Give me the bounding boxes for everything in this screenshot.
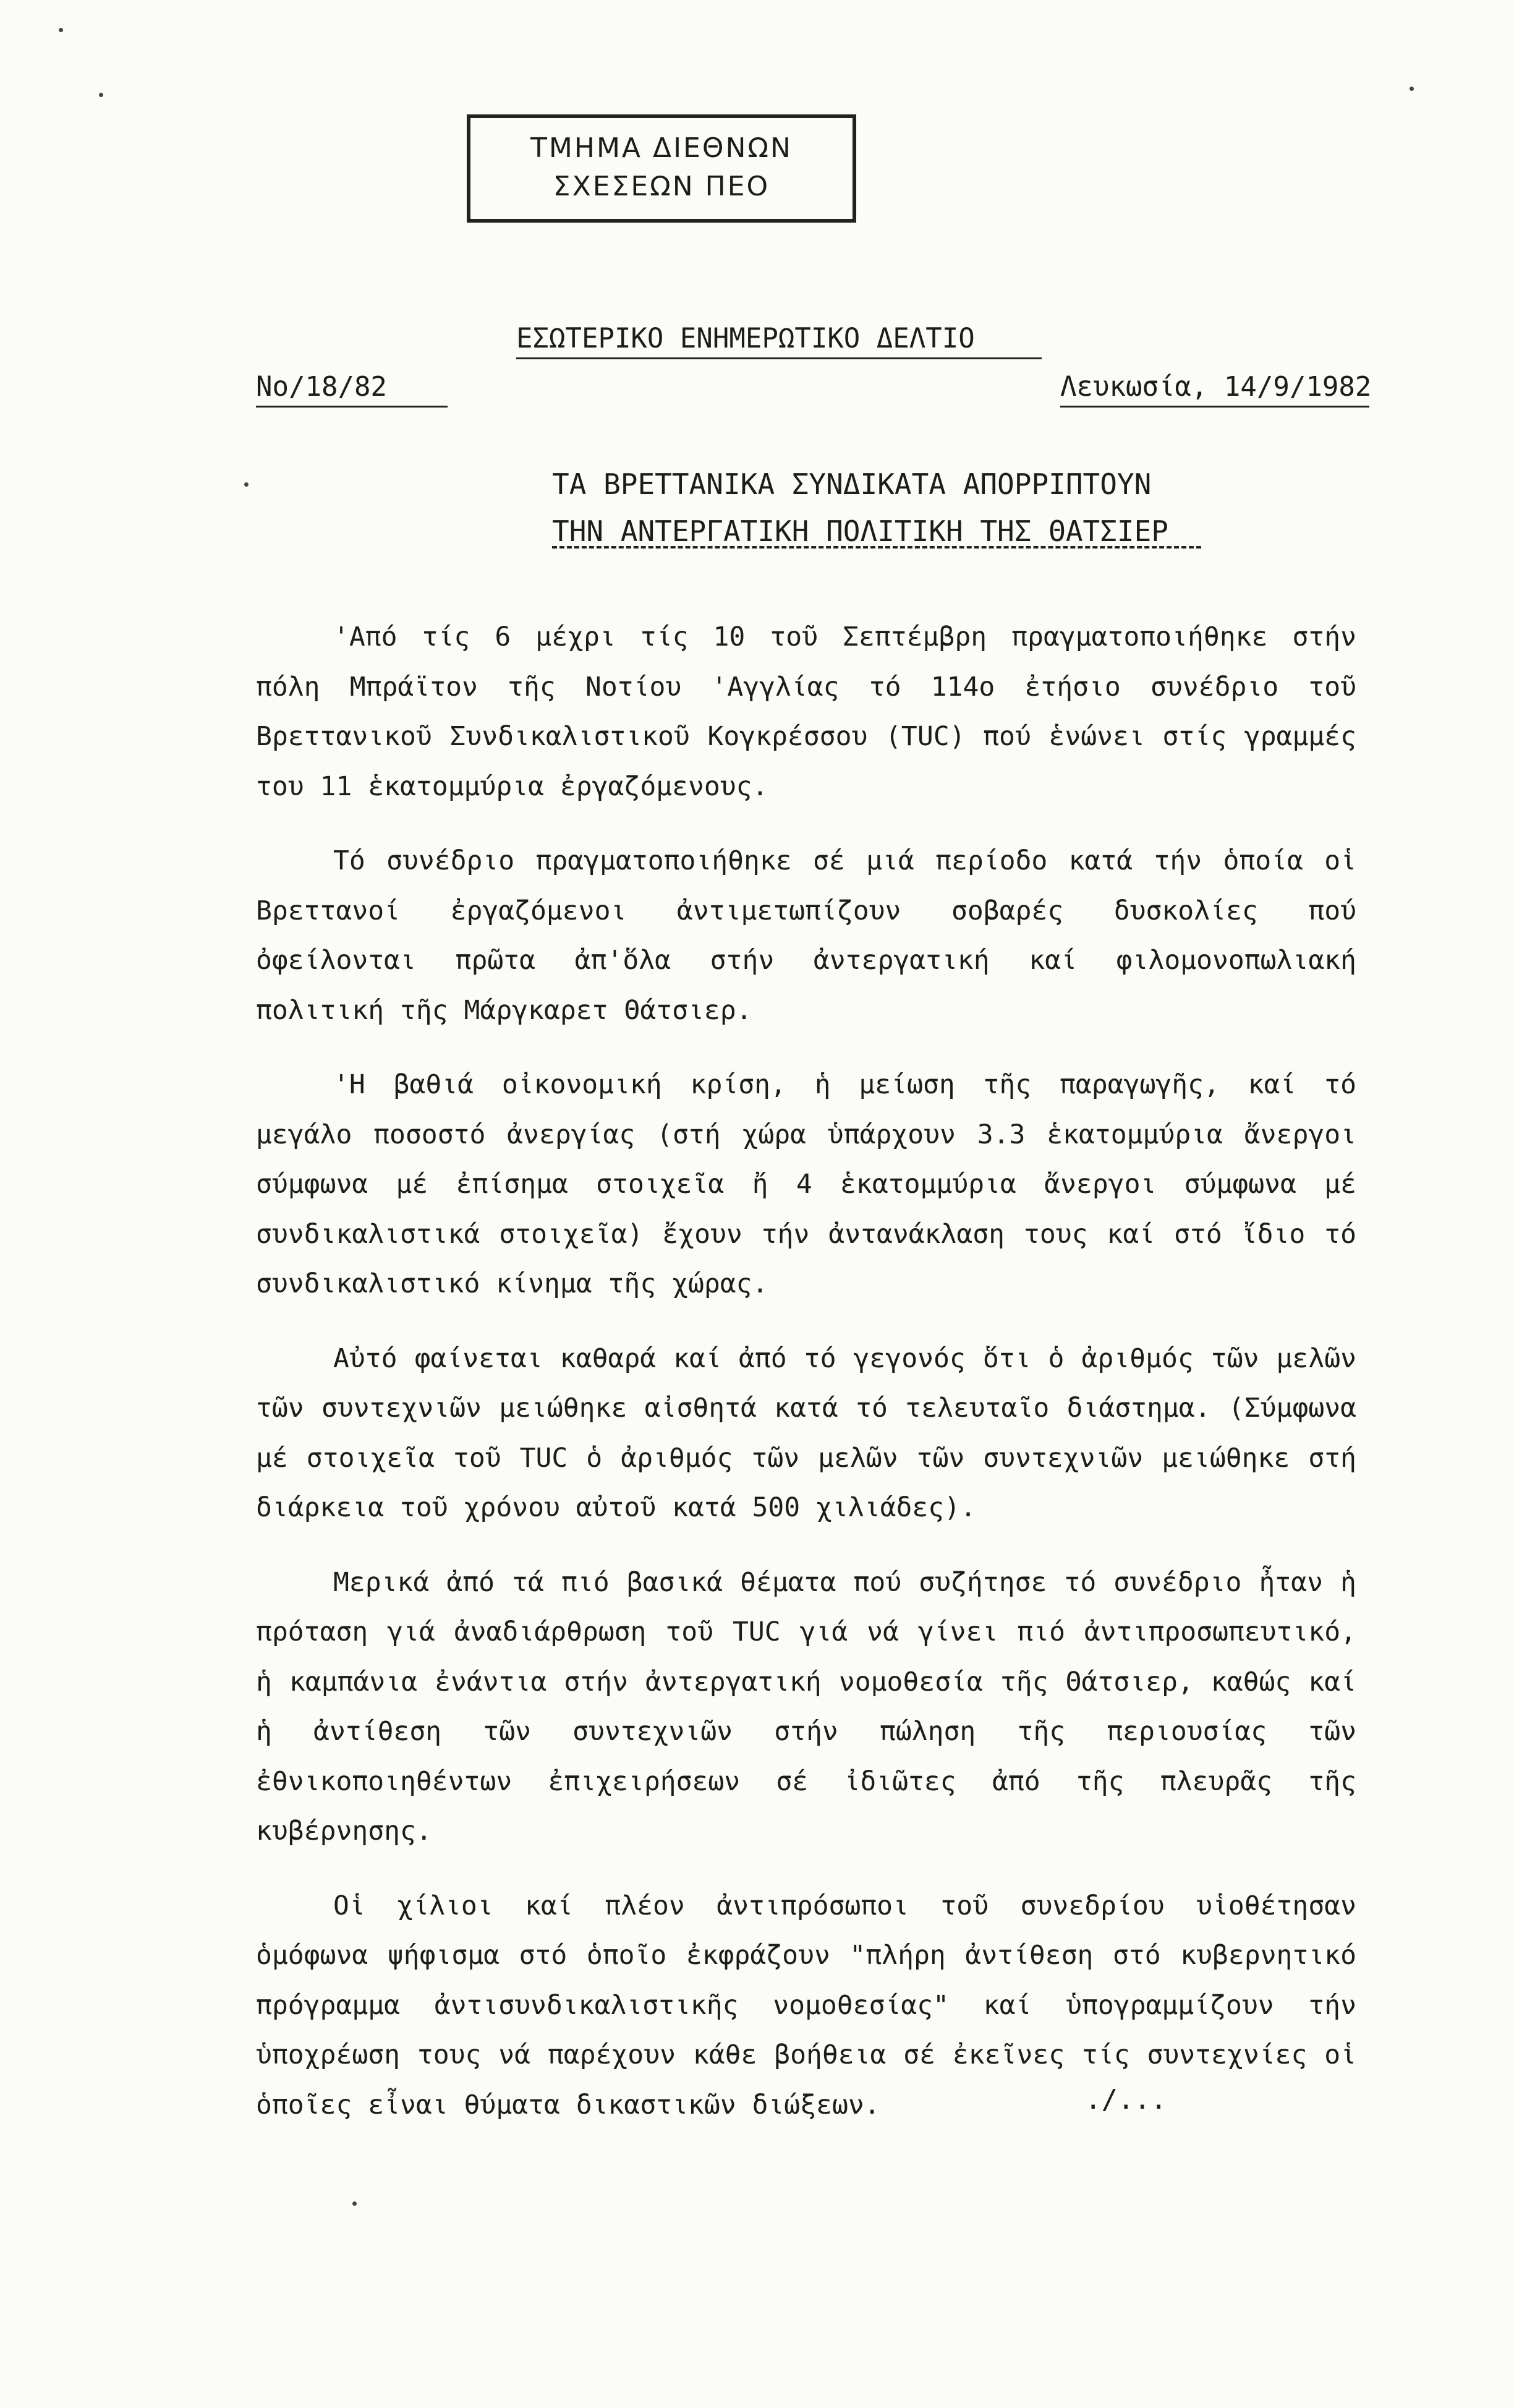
headline-line-1: ΤΑ ΒΡΕΤΤΑΝΙΚΑ ΣΥΝΔΙΚΑΤΑ ΑΠΟΡΡΙΠΤΟΥΝ (552, 468, 1152, 501)
scan-speck (352, 2201, 357, 2206)
headline-line-2: ΤΗΝ ΑΝΤΕΡΓΑΤΙΚΗ ΠΟΛΙΤΙΚΗ ΤΗΣ ΘΑΤΣΙΕΡ (552, 514, 1168, 548)
paragraph: Τό συνέδριο πραγματοποιήθηκε σέ μιά περίοδο κατά τήν ὁποία οἱ Βρεττανοί ἐργαζόμενοι ἀντιμετωπίζουν σοβαρές δυσκολίες πού ὀφείλονται πρῶτα ἀπ'ὅλα στήν ἀντεργατική καί φιλομονοπωλιακή πολιτική τῆς Μάργκαρετ Θάτσιερ. (256, 845, 1356, 1026)
stamp-line-2: ΣΧΕΣΕΩΝ ΠΕΟ (553, 171, 770, 202)
bulletin-number: Νο/18/82 (256, 371, 387, 403)
department-stamp (467, 114, 856, 223)
continuation-mark: ./... (1085, 2084, 1167, 2116)
stamp-line-1: ΤΜΗΜΑ ΔΙΕΘΝΩΝ (530, 132, 793, 164)
number-underline (256, 406, 448, 408)
bulletin-body (256, 612, 1356, 2154)
headline-underline (552, 546, 1201, 549)
scan-speck (59, 28, 63, 32)
paragraph: 'Από τίς 6 μέχρι τίς 10 τοῦ Σεπτέμβρη πραγματοποιήθηκε στήν πόλη Μπράϊτον τῆς Νοτίου 'Αγγλίας τό 114ο ἐτήσιο συνέδριο τοῦ Βρεττανικοῦ Συνδικαλιστικοῦ Κογκρέσσου (TUC) πού ἑνώνει στίς γραμμές του 11 ἑκατομμύρια ἐργαζόμενους. (256, 621, 1356, 802)
title-underline (516, 357, 1042, 359)
bulletin-title: ΕΣΩΤΕΡΙΚΟ ΕΝΗΜΕΡΩΤΙΚΟ ΔΕΛΤΙΟ (516, 323, 975, 354)
paragraph: Μερικά ἀπό τά πιό βασικά θέματα πού συζήτησε τό συνέδριο ἦταν ἡ πρόταση γιά ἀναδιάρθρωση τοῦ TUC γιά νά γίνει πιό ἀντιπροσωπευτικό, ἡ καμπάνια ἐνάντια στήν ἀντεργατική νομοθεσία τῆς Θάτσιερ, καθώς καί ἡ ἀντίθεση τῶν συντεχνιῶν στήν πώληση τῆς περιουσίας τῶν ἐθνικοποιηθέντων ἐπιχειρήσεων σέ ἰδιῶτες ἀπό τῆς πλευρᾶς τῆς κυβέρνησης. (256, 1566, 1356, 1847)
scan-speck (99, 93, 103, 97)
date-underline (1060, 406, 1369, 408)
scan-speck (244, 482, 249, 487)
paragraph: 'Η βαθιά οἰκονομική κρίση, ἡ μείωση τῆς παραγωγῆς, καί τό μεγάλο ποσοστό ἀνεργίας (στή χώρα ὑπάρχουν 3.3 ἑκατομμύρια ἄνεργοι σύμφωνα μέ ἐπίσημα στοιχεῖα ἤ 4 ἑκατομμύρια ἄνεργοι σύμφωνα μέ συνδικαλιστικά στοιχεῖα) ἔχουν τήν ἀντανάκλαση τους καί στό ἴδιο τό συνδικαλιστικό κίνημα τῆς χώρας. (256, 1069, 1356, 1299)
paragraph: Οἱ χίλιοι καί πλέον ἀντιπρόσωποι τοῦ συνεδρίου υἱοθέτησαν ὁμόφωνα ψήφισμα στό ὁποῖο ἐκφράζουν "πλήρη ἀντίθεση στό κυβερνητικό πρόγραμμα ἀντισυνδικαλιστικῆς νομοθεσίας" καί ὑπογραμμίζουν τήν ὑποχρέωση τους νά παρέχουν κάθε βοήθεια σέ ἐκεῖνες τίς συντεχνίες οἱ ὁποῖες εἶναι θύματα δικαστικῶν διώξεων. (256, 1890, 1356, 2120)
paragraph: Αὐτό φαίνεται καθαρά καί ἀπό τό γεγονός ὅτι ὁ ἀριθμός τῶν μελῶν τῶν συντεχνιῶν μειώθηκε αἰσθητά κατά τό τελευταῖο διάστημα. (Σύμφωνα μέ στοιχεῖα τοῦ TUC ὁ ἀριθμός τῶν μελῶν τῶν συντεχνιῶν μειώθηκε στή διάρκεια τοῦ χρόνου αὐτοῦ κατά 500 χιλιάδες). (256, 1343, 1356, 1523)
scan-speck (1410, 87, 1414, 91)
place-date: Λευκωσία, 14/9/1982 (1060, 371, 1372, 403)
